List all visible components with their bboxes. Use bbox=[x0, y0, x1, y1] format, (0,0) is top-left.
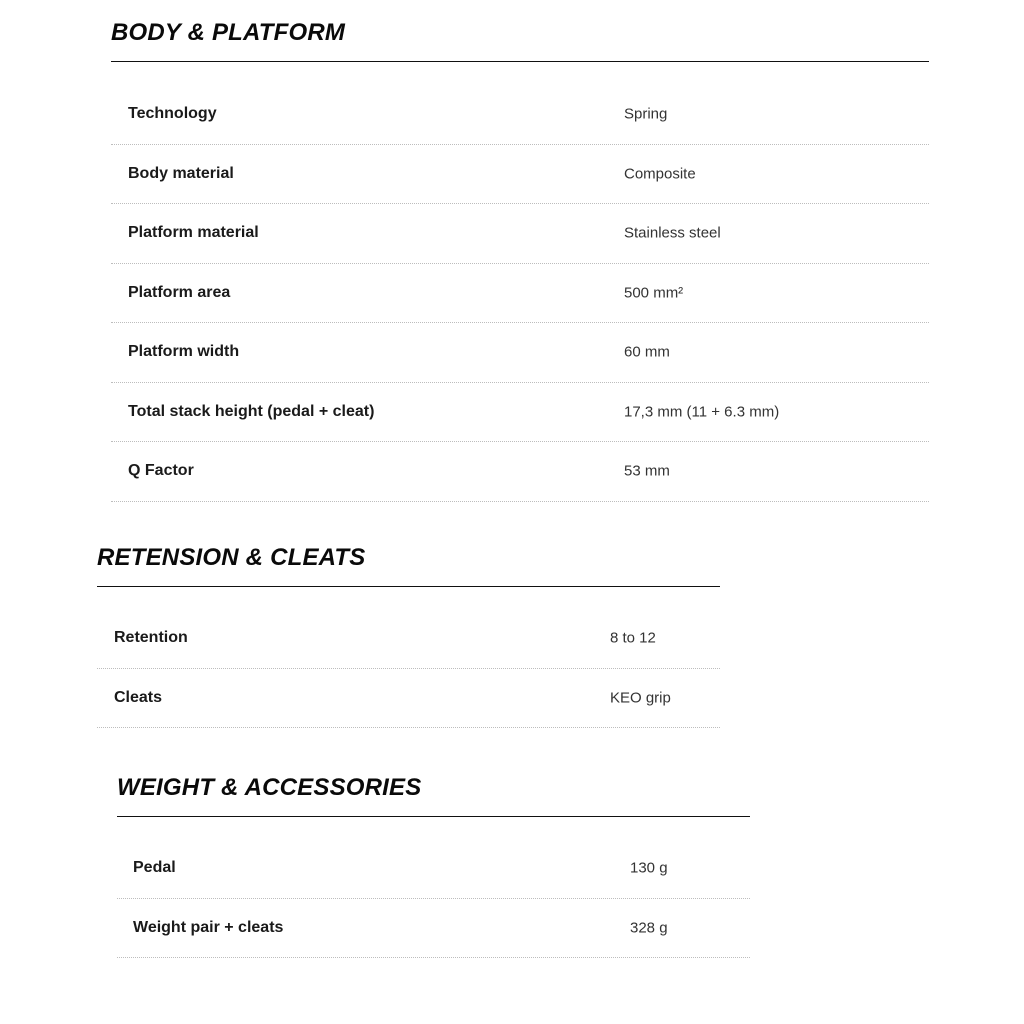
section-divider bbox=[111, 61, 929, 62]
spec-row-weight-pair bbox=[117, 899, 750, 959]
section-divider bbox=[117, 816, 750, 817]
spec-table bbox=[117, 839, 750, 958]
spec-label: Retention bbox=[114, 629, 188, 647]
spec-value: Spring bbox=[624, 105, 668, 123]
spec-row-cleats bbox=[97, 669, 720, 729]
spec-row-platform-area bbox=[111, 264, 929, 324]
section-title: RETENSION & CLEATS bbox=[97, 544, 366, 571]
spec-label: Technology bbox=[128, 105, 217, 123]
section-divider bbox=[97, 586, 720, 587]
spec-label: Platform area bbox=[128, 283, 231, 301]
spec-row-technology bbox=[111, 85, 929, 145]
spec-label: Q Factor bbox=[128, 462, 194, 480]
section-body-platform bbox=[111, 18, 929, 502]
spec-value: 328 g bbox=[630, 919, 668, 937]
spec-value: KEO grip bbox=[610, 689, 671, 707]
section-weight-accessories bbox=[117, 773, 750, 958]
section-title: WEIGHT & ACCESSORIES bbox=[117, 774, 422, 801]
spec-label: Cleats bbox=[114, 688, 163, 706]
spec-label: Total stack height (pedal + cleat) bbox=[128, 402, 375, 420]
spec-row-retention bbox=[97, 609, 720, 669]
spec-label: Platform material bbox=[128, 224, 259, 242]
spec-value: Composite bbox=[624, 165, 696, 183]
spec-row-platform-width bbox=[111, 323, 929, 383]
spec-label: Body material bbox=[128, 164, 234, 182]
spec-table bbox=[97, 609, 720, 728]
spec-label: Pedal bbox=[133, 859, 176, 877]
spec-table bbox=[111, 85, 929, 502]
spec-value: 17,3 mm (11 + 6.3 mm) bbox=[624, 403, 780, 421]
spec-label: Platform width bbox=[128, 343, 240, 361]
spec-value: 500 mm² bbox=[624, 284, 684, 302]
section-retension-cleats bbox=[97, 543, 720, 728]
spec-row-q-factor bbox=[111, 442, 929, 502]
spec-row-stack-height bbox=[111, 383, 929, 443]
spec-row-platform-material bbox=[111, 204, 929, 264]
spec-label: Weight pair + cleats bbox=[133, 918, 284, 936]
section-title: BODY & PLATFORM bbox=[111, 19, 346, 46]
spec-row-body-material bbox=[111, 145, 929, 205]
spec-value: Stainless steel bbox=[624, 224, 721, 242]
spec-value: 130 g bbox=[630, 859, 668, 877]
spec-row-pedal bbox=[117, 839, 750, 899]
spec-value: 53 mm bbox=[624, 462, 670, 480]
spec-value: 60 mm bbox=[624, 343, 670, 361]
spec-value: 8 to 12 bbox=[610, 629, 656, 647]
